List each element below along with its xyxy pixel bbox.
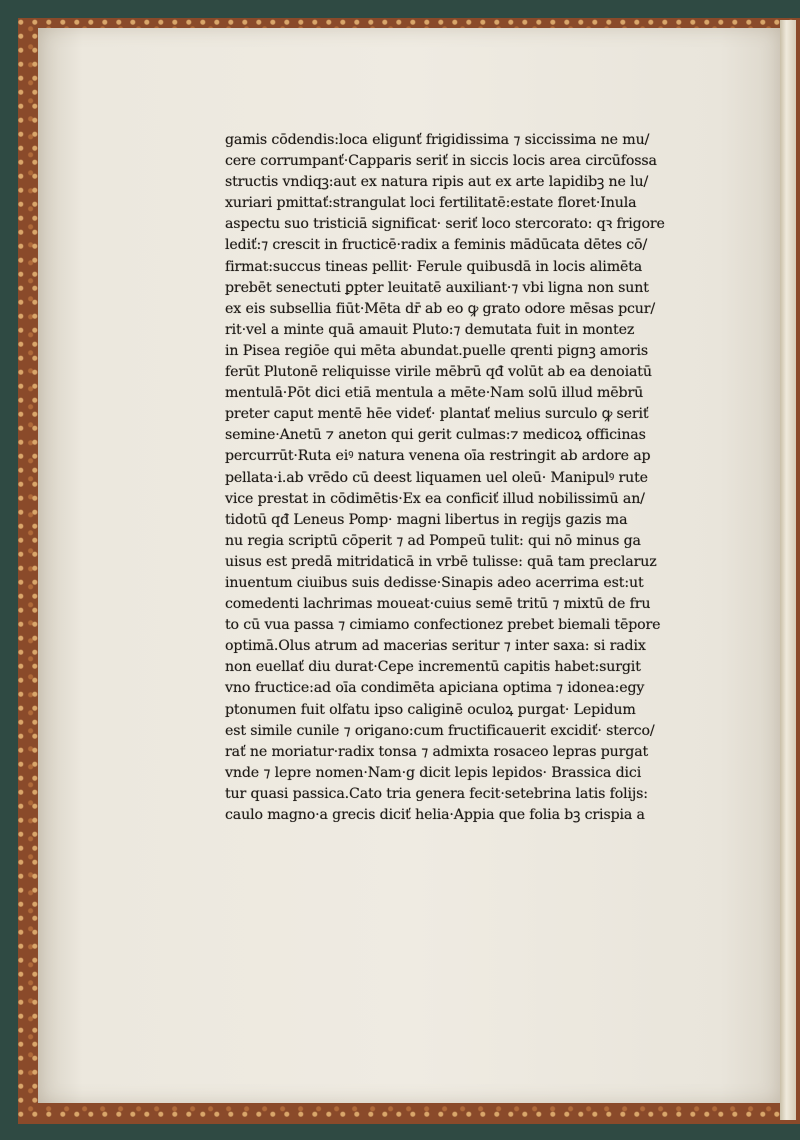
text-line: ex eis subsellia fiūt·Mēta dr̄ ab eo ꝙ grato odore mēsas pcur/	[225, 300, 656, 317]
text-line: prebēt senectuti ꝑpter leuitatē auxiliant·⁊ vbi ligna non sunt	[225, 279, 649, 296]
text-line: inuentum ciuibus suis dedisse·Sinapis adeo acerrima est:ut	[225, 574, 644, 591]
text-line: preter caput mentē hēe videť· plantať melius surculo ꝙ seriť	[225, 406, 649, 423]
text-line: optimā.Olus atrum ad macerias seritur ⁊ inter saxa: si radix	[225, 638, 646, 655]
body-text	[225, 130, 715, 826]
text-line: vno fructice:ad oīa condimēta apiciana optima ⁊ idonea:egy	[225, 680, 645, 697]
text-line: xuriari pmittať:strangulat loci fertilitatē:estate floret·Inula	[225, 195, 637, 212]
text-line: to cū vua passa ⁊ cimiamo confectionez prebet biemali tēpore	[225, 617, 661, 634]
text-line: semine·Anetū ⁊ aneton qui gerit culmas:⁊ medicoꝝ officinas	[225, 427, 646, 444]
text-line: aspectu suo tristiciā significat· seriť loco stercorato: qꝛ frigore	[225, 216, 665, 233]
text-line: vnde ⁊ lepre nomen·Nam·g dicit lepis lepidos· Brassica dici	[225, 764, 642, 781]
text-line: rit·vel a minte quā amauit Pluto:⁊ demutata fuit in montez	[225, 321, 635, 338]
text-line: pellata·i.ab vrēdo cū deest liquamen uel oleū· Manipulꝰ rute	[225, 469, 648, 486]
text-line: caulo magno·a grecis diciť helia·Appia que folia bꝫ crispia a	[225, 807, 645, 823]
page-edge	[780, 20, 796, 1120]
text-line: percurrūt·Ruta eiꝰ natura venena oīa restringit ab ardore ap	[225, 448, 651, 465]
text-line: gamis cōdendis:loca eligunť frigidissima ⁊ siccissima ne mu/	[225, 132, 650, 148]
text-line: tur quasi passica.Cato tria genera fecit·setebrina latis folijs:	[225, 785, 648, 802]
text-line: tidotū qđ Leneus Pomp· magni libertus in regijs gazis ma	[225, 511, 628, 528]
text-line: cere corrumpanť·Capparis seriť in siccis locis area circūfossa	[225, 153, 657, 170]
text-line: in Pisea regiōe qui mēta abundat.puelle qrenti pignꝫ amoris	[225, 342, 649, 359]
text-line: structis vndiqꝫ:aut ex natura ripis aut ex arte lapidibꝫ ne lu/	[225, 174, 649, 191]
text-line: comedenti lachrimas moueat·cuius semē tritū ⁊ mixtū de fru	[225, 596, 651, 613]
text-line: nu regia scriptū cōperit ⁊ ad Pompeū tulit: qui nō minus ga	[225, 532, 641, 549]
text-line: firmat:succus tineas pellit· Ferule quibusdā in locis alimēta	[225, 258, 643, 275]
text-line: est simile cunile ⁊ origano:cum fructificauerit excidiť· sterco/	[225, 722, 655, 739]
text-line: ferūt Plutonē reliquisse virile mēbrū qđ volūt ab ea denoiatū	[225, 364, 652, 381]
text-line: uisus est predā mitridaticā in vrbē tulisse: quā tam preclaruz	[225, 553, 657, 570]
text-line: non euellať diu durat·Cepe incrementū capitis habet:surgit	[225, 659, 641, 676]
text-line: ptonumen fuit olfatu ipso caliginē oculoꝝ purgat· Lepidum	[225, 701, 636, 718]
text-line: mentulā·Pōt dici etiā mentula a mēte·Nam solū illud mēbrū	[225, 385, 644, 402]
text-line: rať ne moriatur·radix tonsa ⁊ admixta rosaceo lepras purgat	[225, 743, 649, 760]
text-line: lediť:⁊ crescit in fructicē·radix a feminis mādūcata dētes cō/	[225, 237, 648, 254]
text-line: vice prestat in cōdimētis·Ex ea conficiť illud nobilissimū an/	[225, 490, 645, 507]
